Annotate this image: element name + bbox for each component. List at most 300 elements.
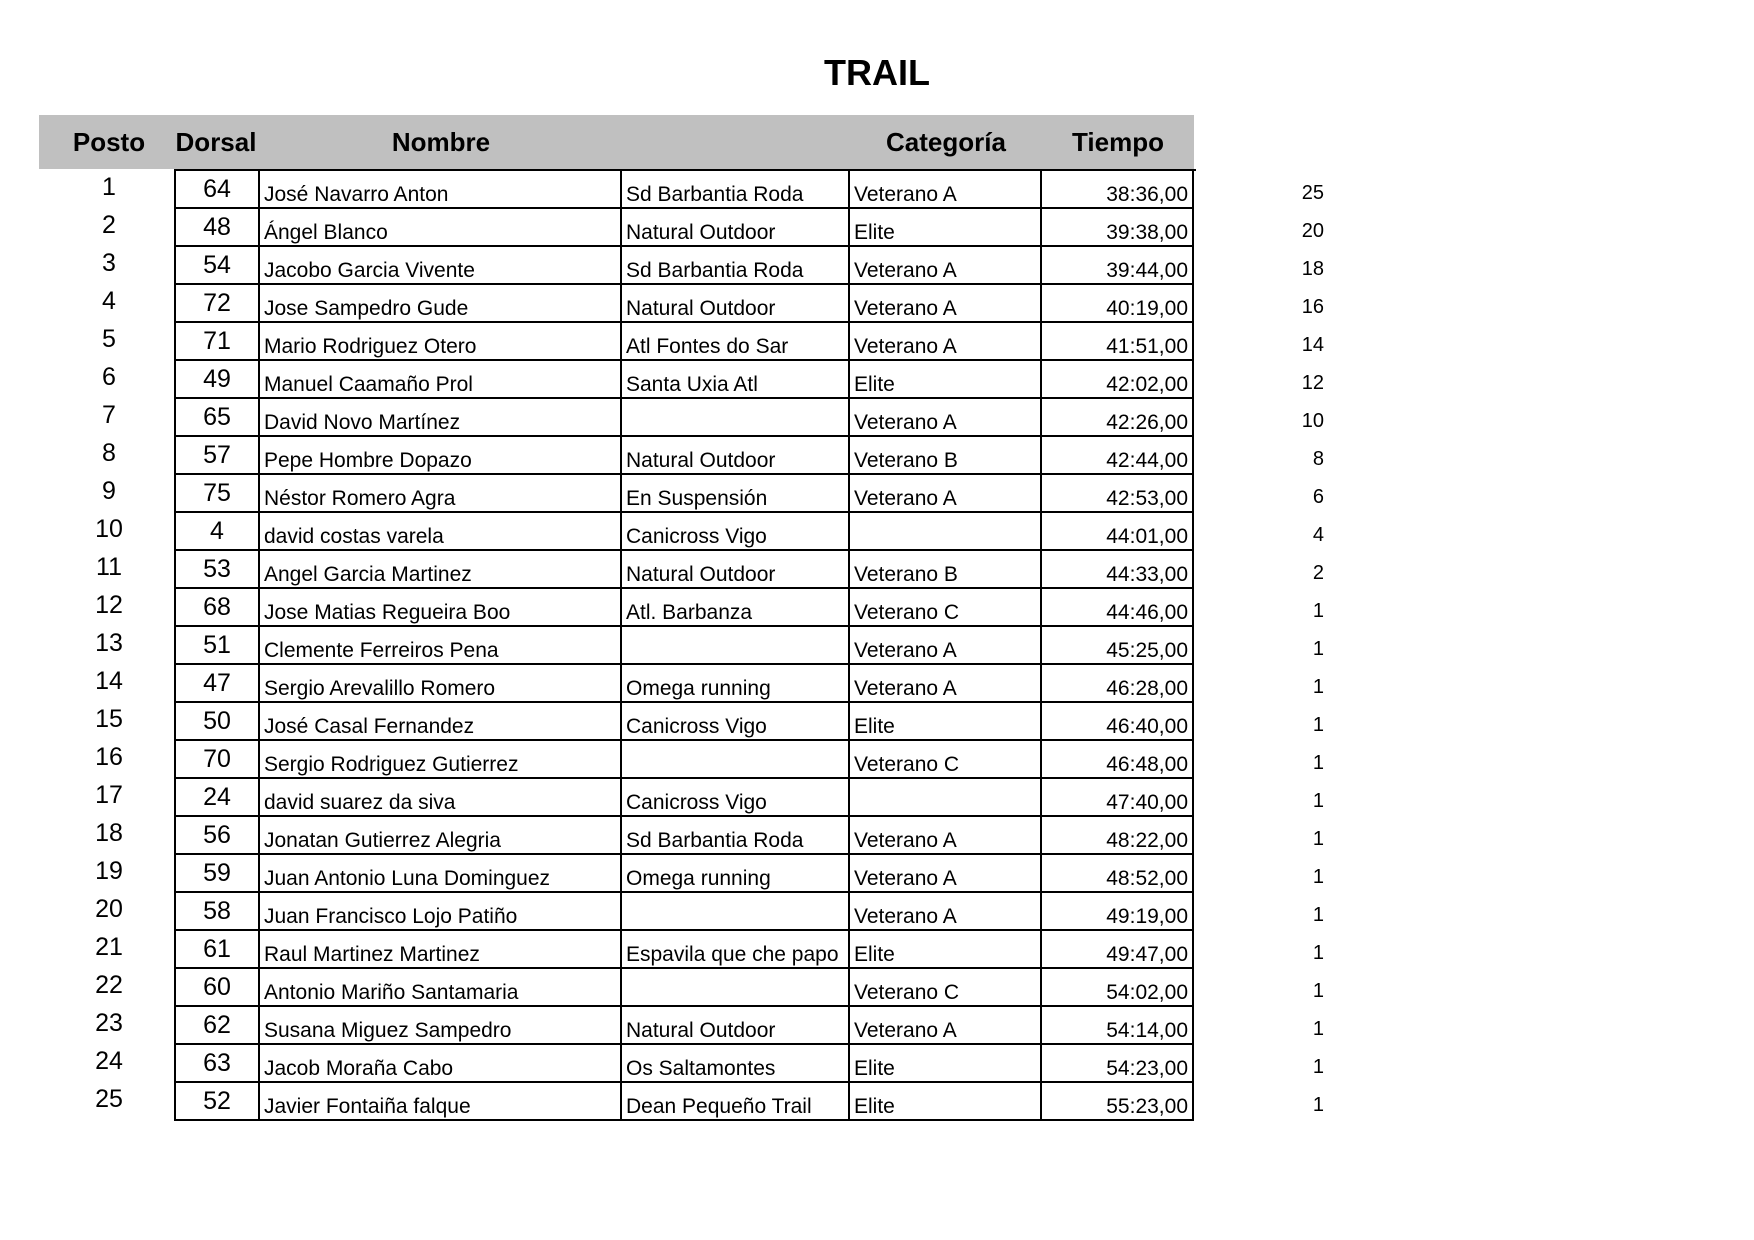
nombre-cell (260, 703, 622, 741)
club-cell (622, 589, 850, 627)
posto-cell: 24 (95, 1047, 123, 1075)
page-title: TRAIL (824, 52, 930, 93)
categoria-cell (850, 285, 1042, 323)
dorsal-cell (176, 703, 260, 741)
results-table (174, 169, 1196, 1121)
nombre-cell-text: Jose Matias Regueira Boo (264, 601, 511, 624)
dorsal-cell-text: 68 (203, 593, 231, 621)
club-cell-text: Espavila que che papo (626, 943, 839, 966)
club-cell (622, 323, 850, 361)
nombre-cell (260, 665, 622, 703)
dorsal-cell-text: 51 (203, 631, 231, 659)
club-cell (622, 741, 850, 779)
club-cell (622, 1083, 850, 1121)
table-row (176, 969, 1196, 1007)
table-row (176, 361, 1196, 399)
nombre-cell (260, 589, 622, 627)
points-cell: 10 (1301, 410, 1324, 432)
nombre-cell-text: Juan Antonio Luna Dominguez (264, 867, 551, 890)
nombre-cell (260, 171, 622, 209)
nombre-cell-text: Jonatan Gutierrez Alegria (264, 829, 501, 852)
points-cell: 1 (1312, 942, 1324, 964)
dorsal-cell (176, 779, 260, 817)
header-tiempo: Tiempo (1072, 127, 1164, 157)
club-cell-text: Atl. Barbanza (626, 601, 753, 624)
dorsal-cell (176, 437, 260, 475)
categoria-cell-text: Veterano A (854, 677, 957, 700)
posto-cell: 19 (95, 857, 123, 885)
club-cell (622, 513, 850, 551)
tiempo-cell-text: 44:46,00 (1106, 601, 1188, 624)
club-cell-text: Omega running (626, 677, 771, 700)
nombre-cell (260, 817, 622, 855)
nombre-cell-text: david suarez da siva (264, 791, 456, 814)
tiempo-cell (1042, 399, 1194, 437)
club-cell-text: Sd Barbantia Roda (626, 259, 804, 282)
dorsal-cell-text: 64 (203, 175, 231, 203)
nombre-cell (260, 437, 622, 475)
nombre-cell-text: José Casal Fernandez (264, 715, 475, 738)
categoria-cell (850, 171, 1042, 209)
categoria-cell-text: Veterano A (854, 335, 957, 358)
tiempo-cell-text: 49:47,00 (1106, 943, 1188, 966)
tiempo-cell-text: 54:02,00 (1106, 981, 1188, 1004)
posto-cell: 5 (102, 325, 116, 353)
posto-cell: 20 (95, 895, 123, 923)
nombre-cell-text: Jacob Moraña Cabo (264, 1057, 454, 1080)
dorsal-cell-text: 54 (203, 251, 231, 279)
posto-cell: 6 (102, 363, 116, 391)
posto-cell: 13 (95, 629, 123, 657)
posto-cell: 3 (102, 249, 116, 277)
points-cell: 25 (1301, 182, 1324, 204)
dorsal-cell (176, 209, 260, 247)
dorsal-cell-text: 70 (203, 745, 231, 773)
categoria-cell (850, 1083, 1042, 1121)
points-cell: 1 (1312, 980, 1324, 1002)
points-column (1260, 169, 1324, 1119)
posto-cell: 8 (102, 439, 116, 467)
tiempo-cell (1042, 589, 1194, 627)
tiempo-cell (1042, 1007, 1194, 1045)
tiempo-cell (1042, 323, 1194, 361)
points-cell: 1 (1312, 866, 1324, 888)
categoria-cell (850, 817, 1042, 855)
categoria-cell (850, 323, 1042, 361)
tiempo-cell-text: 42:26,00 (1106, 411, 1188, 434)
points-cell: 1 (1312, 600, 1324, 622)
nombre-cell-text: David Novo Martínez (264, 411, 461, 434)
table-row (176, 437, 1196, 475)
nombre-cell-text: Javier Fontaiña falque (264, 1095, 471, 1118)
nombre-cell (260, 779, 622, 817)
points-cell: 8 (1312, 448, 1324, 470)
nombre-cell-text: Juan Francisco Lojo Patiño (264, 905, 518, 928)
categoria-cell (850, 361, 1042, 399)
club-cell (622, 893, 850, 931)
categoria-cell-text: Veterano A (854, 183, 957, 206)
nombre-cell (260, 1007, 622, 1045)
tiempo-cell (1042, 817, 1194, 855)
dorsal-cell (176, 1083, 260, 1121)
table-row (176, 855, 1196, 893)
categoria-cell-text: Veterano A (854, 297, 957, 320)
tiempo-cell (1042, 285, 1194, 323)
points-cell: 1 (1312, 752, 1324, 774)
table-row (176, 209, 1196, 247)
table-row (176, 741, 1196, 779)
nombre-cell (260, 323, 622, 361)
categoria-cell (850, 437, 1042, 475)
categoria-cell (850, 209, 1042, 247)
tiempo-cell (1042, 931, 1194, 969)
club-cell (622, 627, 850, 665)
dorsal-cell-text: 50 (203, 707, 231, 735)
nombre-cell-text: Jacobo Garcia Vivente (264, 259, 475, 282)
tiempo-cell-text: 49:19,00 (1106, 905, 1188, 928)
tiempo-cell-text: 48:22,00 (1106, 829, 1188, 852)
posto-cell: 11 (96, 553, 122, 581)
posto-cell: 2 (102, 211, 116, 239)
tiempo-cell (1042, 703, 1194, 741)
club-cell-text: Atl Fontes do Sar (626, 335, 789, 358)
table-row (176, 1045, 1196, 1083)
nombre-cell-text: Manuel Caamaño Prol (264, 373, 473, 396)
categoria-cell (850, 513, 1042, 551)
tiempo-cell-text: 48:52,00 (1106, 867, 1188, 890)
categoria-cell-text: Veterano A (854, 905, 957, 928)
club-cell-text: Santa Uxia Atl (626, 373, 758, 396)
dorsal-cell (176, 323, 260, 361)
tiempo-cell (1042, 171, 1194, 209)
nombre-cell (260, 627, 622, 665)
tiempo-cell-text: 46:48,00 (1106, 753, 1188, 776)
categoria-cell-text: Veterano A (854, 411, 957, 434)
points-cell: 14 (1301, 334, 1324, 356)
club-cell (622, 361, 850, 399)
dorsal-cell (176, 627, 260, 665)
nombre-cell (260, 1083, 622, 1121)
tiempo-cell-text: 44:33,00 (1106, 563, 1188, 586)
dorsal-cell-text: 53 (203, 555, 231, 583)
categoria-cell-text: Veterano A (854, 639, 957, 662)
dorsal-cell (176, 817, 260, 855)
points-cell: 1 (1312, 828, 1324, 850)
posto-cell: 12 (95, 591, 123, 619)
club-cell-text: Canicross Vigo (626, 525, 767, 548)
posto-cell: 10 (95, 515, 123, 543)
points-cell: 4 (1312, 524, 1324, 546)
header-posto: Posto (72, 127, 146, 157)
club-cell (622, 969, 850, 1007)
club-cell (622, 247, 850, 285)
nombre-cell-text: Pepe Hombre Dopazo (264, 449, 472, 472)
club-cell (622, 1007, 850, 1045)
dorsal-cell (176, 285, 260, 323)
posto-cell: 25 (95, 1085, 123, 1113)
dorsal-cell-text: 65 (203, 403, 231, 431)
nombre-cell (260, 285, 622, 323)
table-row (176, 1083, 1196, 1121)
tiempo-cell-text: 41:51,00 (1106, 335, 1188, 358)
dorsal-cell-text: 62 (203, 1011, 231, 1039)
posto-cell: 7 (102, 401, 116, 429)
categoria-cell (850, 703, 1042, 741)
club-cell-text: Sd Barbantia Roda (626, 829, 804, 852)
table-row (176, 931, 1196, 969)
nombre-cell (260, 969, 622, 1007)
club-cell-text: Natural Outdoor (626, 1019, 776, 1042)
categoria-cell-text: Elite (854, 1057, 895, 1080)
categoria-cell-text: Veterano A (854, 487, 957, 510)
dorsal-cell-text: 71 (203, 327, 231, 355)
categoria-cell (850, 589, 1042, 627)
nombre-cell-text: Néstor Romero Agra (264, 487, 456, 510)
dorsal-cell-text: 56 (203, 821, 231, 849)
nombre-cell (260, 1045, 622, 1083)
points-cell: 20 (1301, 220, 1324, 242)
points-cell: 1 (1312, 638, 1324, 660)
tiempo-cell-text: 42:44,00 (1106, 449, 1188, 472)
tiempo-cell-text: 54:14,00 (1106, 1019, 1188, 1042)
table-row (176, 1007, 1196, 1045)
posto-cell: 1 (102, 173, 116, 201)
tiempo-cell (1042, 855, 1194, 893)
dorsal-cell (176, 931, 260, 969)
tiempo-cell (1042, 893, 1194, 931)
posto-cell: 4 (102, 287, 116, 315)
nombre-cell-text: Antonio Mariño Santamaria (264, 981, 519, 1004)
dorsal-cell-text: 24 (203, 783, 231, 811)
nombre-cell-text: Sergio Arevalillo Romero (264, 677, 496, 700)
table-row (176, 665, 1196, 703)
points-cell: 6 (1312, 486, 1324, 508)
categoria-cell (850, 779, 1042, 817)
club-cell (622, 665, 850, 703)
dorsal-cell (176, 247, 260, 285)
tiempo-cell-text: 40:19,00 (1106, 297, 1188, 320)
dorsal-cell-text: 60 (203, 973, 231, 1001)
posto-cell: 17 (95, 781, 123, 809)
dorsal-cell-text: 61 (203, 935, 231, 963)
club-cell (622, 551, 850, 589)
tiempo-cell (1042, 969, 1194, 1007)
tiempo-cell (1042, 247, 1194, 285)
categoria-cell (850, 969, 1042, 1007)
nombre-cell-text: Susana Miguez Sampedro (264, 1019, 512, 1042)
points-cell: 16 (1301, 296, 1324, 318)
nombre-cell (260, 855, 622, 893)
club-cell-text: Sd Barbantia Roda (626, 183, 804, 206)
club-cell (622, 475, 850, 513)
categoria-cell (850, 741, 1042, 779)
nombre-cell (260, 741, 622, 779)
nombre-cell (260, 551, 622, 589)
posto-cell: 22 (95, 971, 123, 999)
club-cell (622, 437, 850, 475)
dorsal-cell (176, 399, 260, 437)
tiempo-cell-text: 38:36,00 (1106, 183, 1188, 206)
club-cell (622, 931, 850, 969)
points-cell: 1 (1312, 676, 1324, 698)
categoria-cell-text: Veterano B (854, 563, 958, 586)
table-row (176, 551, 1196, 589)
categoria-cell (850, 475, 1042, 513)
club-cell-text: Natural Outdoor (626, 221, 776, 244)
dorsal-cell (176, 171, 260, 209)
dorsal-cell-text: 72 (203, 289, 231, 317)
club-cell-text: Natural Outdoor (626, 297, 776, 320)
posto-cell: 16 (95, 743, 123, 771)
nombre-cell (260, 893, 622, 931)
tiempo-cell-text: 45:25,00 (1106, 639, 1188, 662)
categoria-cell-text: Veterano B (854, 449, 958, 472)
tiempo-cell (1042, 627, 1194, 665)
points-cell: 1 (1312, 1018, 1324, 1040)
tiempo-cell-text: 44:01,00 (1106, 525, 1188, 548)
points-cell: 18 (1301, 258, 1324, 280)
nombre-cell (260, 361, 622, 399)
club-cell-text: Canicross Vigo (626, 715, 767, 738)
club-cell-text: Natural Outdoor (626, 449, 776, 472)
tiempo-cell-text: 46:40,00 (1106, 715, 1188, 738)
categoria-cell (850, 1007, 1042, 1045)
dorsal-cell (176, 893, 260, 931)
nombre-cell (260, 247, 622, 285)
table-row (176, 399, 1196, 437)
nombre-cell-text: Jose Sampedro Gude (264, 297, 469, 320)
tiempo-cell-text: 47:40,00 (1106, 791, 1188, 814)
tiempo-cell (1042, 513, 1194, 551)
header-dorsal: Dorsal (175, 127, 257, 157)
club-cell (622, 171, 850, 209)
tiempo-cell (1042, 551, 1194, 589)
nombre-cell (260, 475, 622, 513)
points-cell: 1 (1312, 904, 1324, 926)
categoria-cell-text: Veterano C (854, 981, 960, 1004)
table-row (176, 779, 1196, 817)
dorsal-cell-text: 49 (203, 365, 231, 393)
table-row (176, 285, 1196, 323)
tiempo-cell-text: 39:44,00 (1106, 259, 1188, 282)
dorsal-cell (176, 475, 260, 513)
table-row (176, 893, 1196, 931)
club-cell (622, 703, 850, 741)
tiempo-cell-text: 54:23,00 (1106, 1057, 1188, 1080)
dorsal-cell-text: 48 (203, 213, 231, 241)
tiempo-cell (1042, 1083, 1194, 1121)
categoria-cell-text: Veterano A (854, 829, 957, 852)
points-cell: 1 (1312, 714, 1324, 736)
dorsal-cell (176, 361, 260, 399)
points-cell: 12 (1301, 372, 1324, 394)
categoria-cell (850, 399, 1042, 437)
nombre-cell-text: david costas varela (264, 525, 444, 548)
categoria-cell (850, 1045, 1042, 1083)
table-row (176, 627, 1196, 665)
club-cell-text: Dean Pequeño Trail (626, 1095, 812, 1118)
categoria-cell (850, 893, 1042, 931)
dorsal-cell (176, 665, 260, 703)
categoria-cell (850, 551, 1042, 589)
nombre-cell-text: Angel Garcia Martinez (264, 563, 472, 586)
club-cell-text: Natural Outdoor (626, 563, 776, 586)
table-row (176, 703, 1196, 741)
dorsal-cell-text: 47 (203, 669, 231, 697)
categoria-cell-text: Elite (854, 715, 895, 738)
header-categoria: Categoría (886, 127, 1006, 157)
dorsal-cell (176, 551, 260, 589)
dorsal-cell-text: 4 (210, 517, 224, 545)
tiempo-cell (1042, 437, 1194, 475)
club-cell (622, 399, 850, 437)
categoria-cell-text: Veterano C (854, 601, 960, 624)
table-row (176, 171, 1196, 209)
categoria-cell (850, 247, 1042, 285)
tiempo-cell-text: 39:38,00 (1106, 221, 1188, 244)
club-cell-text: Omega running (626, 867, 771, 890)
tiempo-cell (1042, 665, 1194, 703)
dorsal-cell (176, 589, 260, 627)
tiempo-cell (1042, 361, 1194, 399)
dorsal-cell-text: 75 (203, 479, 231, 507)
club-cell (622, 855, 850, 893)
dorsal-cell (176, 855, 260, 893)
nombre-cell-text: Clemente Ferreiros Pena (264, 639, 499, 662)
dorsal-cell (176, 969, 260, 1007)
points-cell: 2 (1312, 562, 1324, 584)
categoria-cell-text: Elite (854, 1095, 895, 1118)
points-cell: 1 (1312, 790, 1324, 812)
dorsal-cell (176, 1045, 260, 1083)
dorsal-cell (176, 1007, 260, 1045)
tiempo-cell (1042, 779, 1194, 817)
club-cell (622, 285, 850, 323)
nombre-cell (260, 209, 622, 247)
tiempo-cell (1042, 475, 1194, 513)
tiempo-cell (1042, 741, 1194, 779)
nombre-cell (260, 931, 622, 969)
categoria-cell-text: Elite (854, 221, 895, 244)
nombre-cell-text: Sergio Rodriguez Gutierrez (264, 753, 519, 776)
table-row (176, 817, 1196, 855)
club-cell (622, 779, 850, 817)
posto-cell: 23 (95, 1009, 123, 1037)
tiempo-cell-text: 46:28,00 (1106, 677, 1188, 700)
categoria-cell-text: Elite (854, 943, 895, 966)
dorsal-cell-text: 58 (203, 897, 231, 925)
posto-cell: 9 (102, 477, 116, 505)
nombre-cell-text: Raul Martinez Martinez (264, 943, 480, 966)
posto-cell: 18 (95, 819, 123, 847)
tiempo-cell-text: 42:53,00 (1106, 487, 1188, 510)
dorsal-cell-text: 59 (203, 859, 231, 887)
categoria-cell (850, 931, 1042, 969)
categoria-cell (850, 855, 1042, 893)
categoria-cell-text: Veterano A (854, 867, 957, 890)
dorsal-cell-text: 57 (203, 441, 231, 469)
categoria-cell-text: Elite (854, 373, 895, 396)
categoria-cell (850, 665, 1042, 703)
nombre-cell-text: Mario Rodriguez Otero (264, 335, 477, 358)
nombre-cell-text: Ángel Blanco (264, 221, 388, 244)
nombre-cell (260, 399, 622, 437)
posto-column (39, 169, 179, 1119)
club-cell (622, 817, 850, 855)
table-row (176, 323, 1196, 361)
club-cell (622, 209, 850, 247)
points-cell: 1 (1312, 1094, 1324, 1116)
